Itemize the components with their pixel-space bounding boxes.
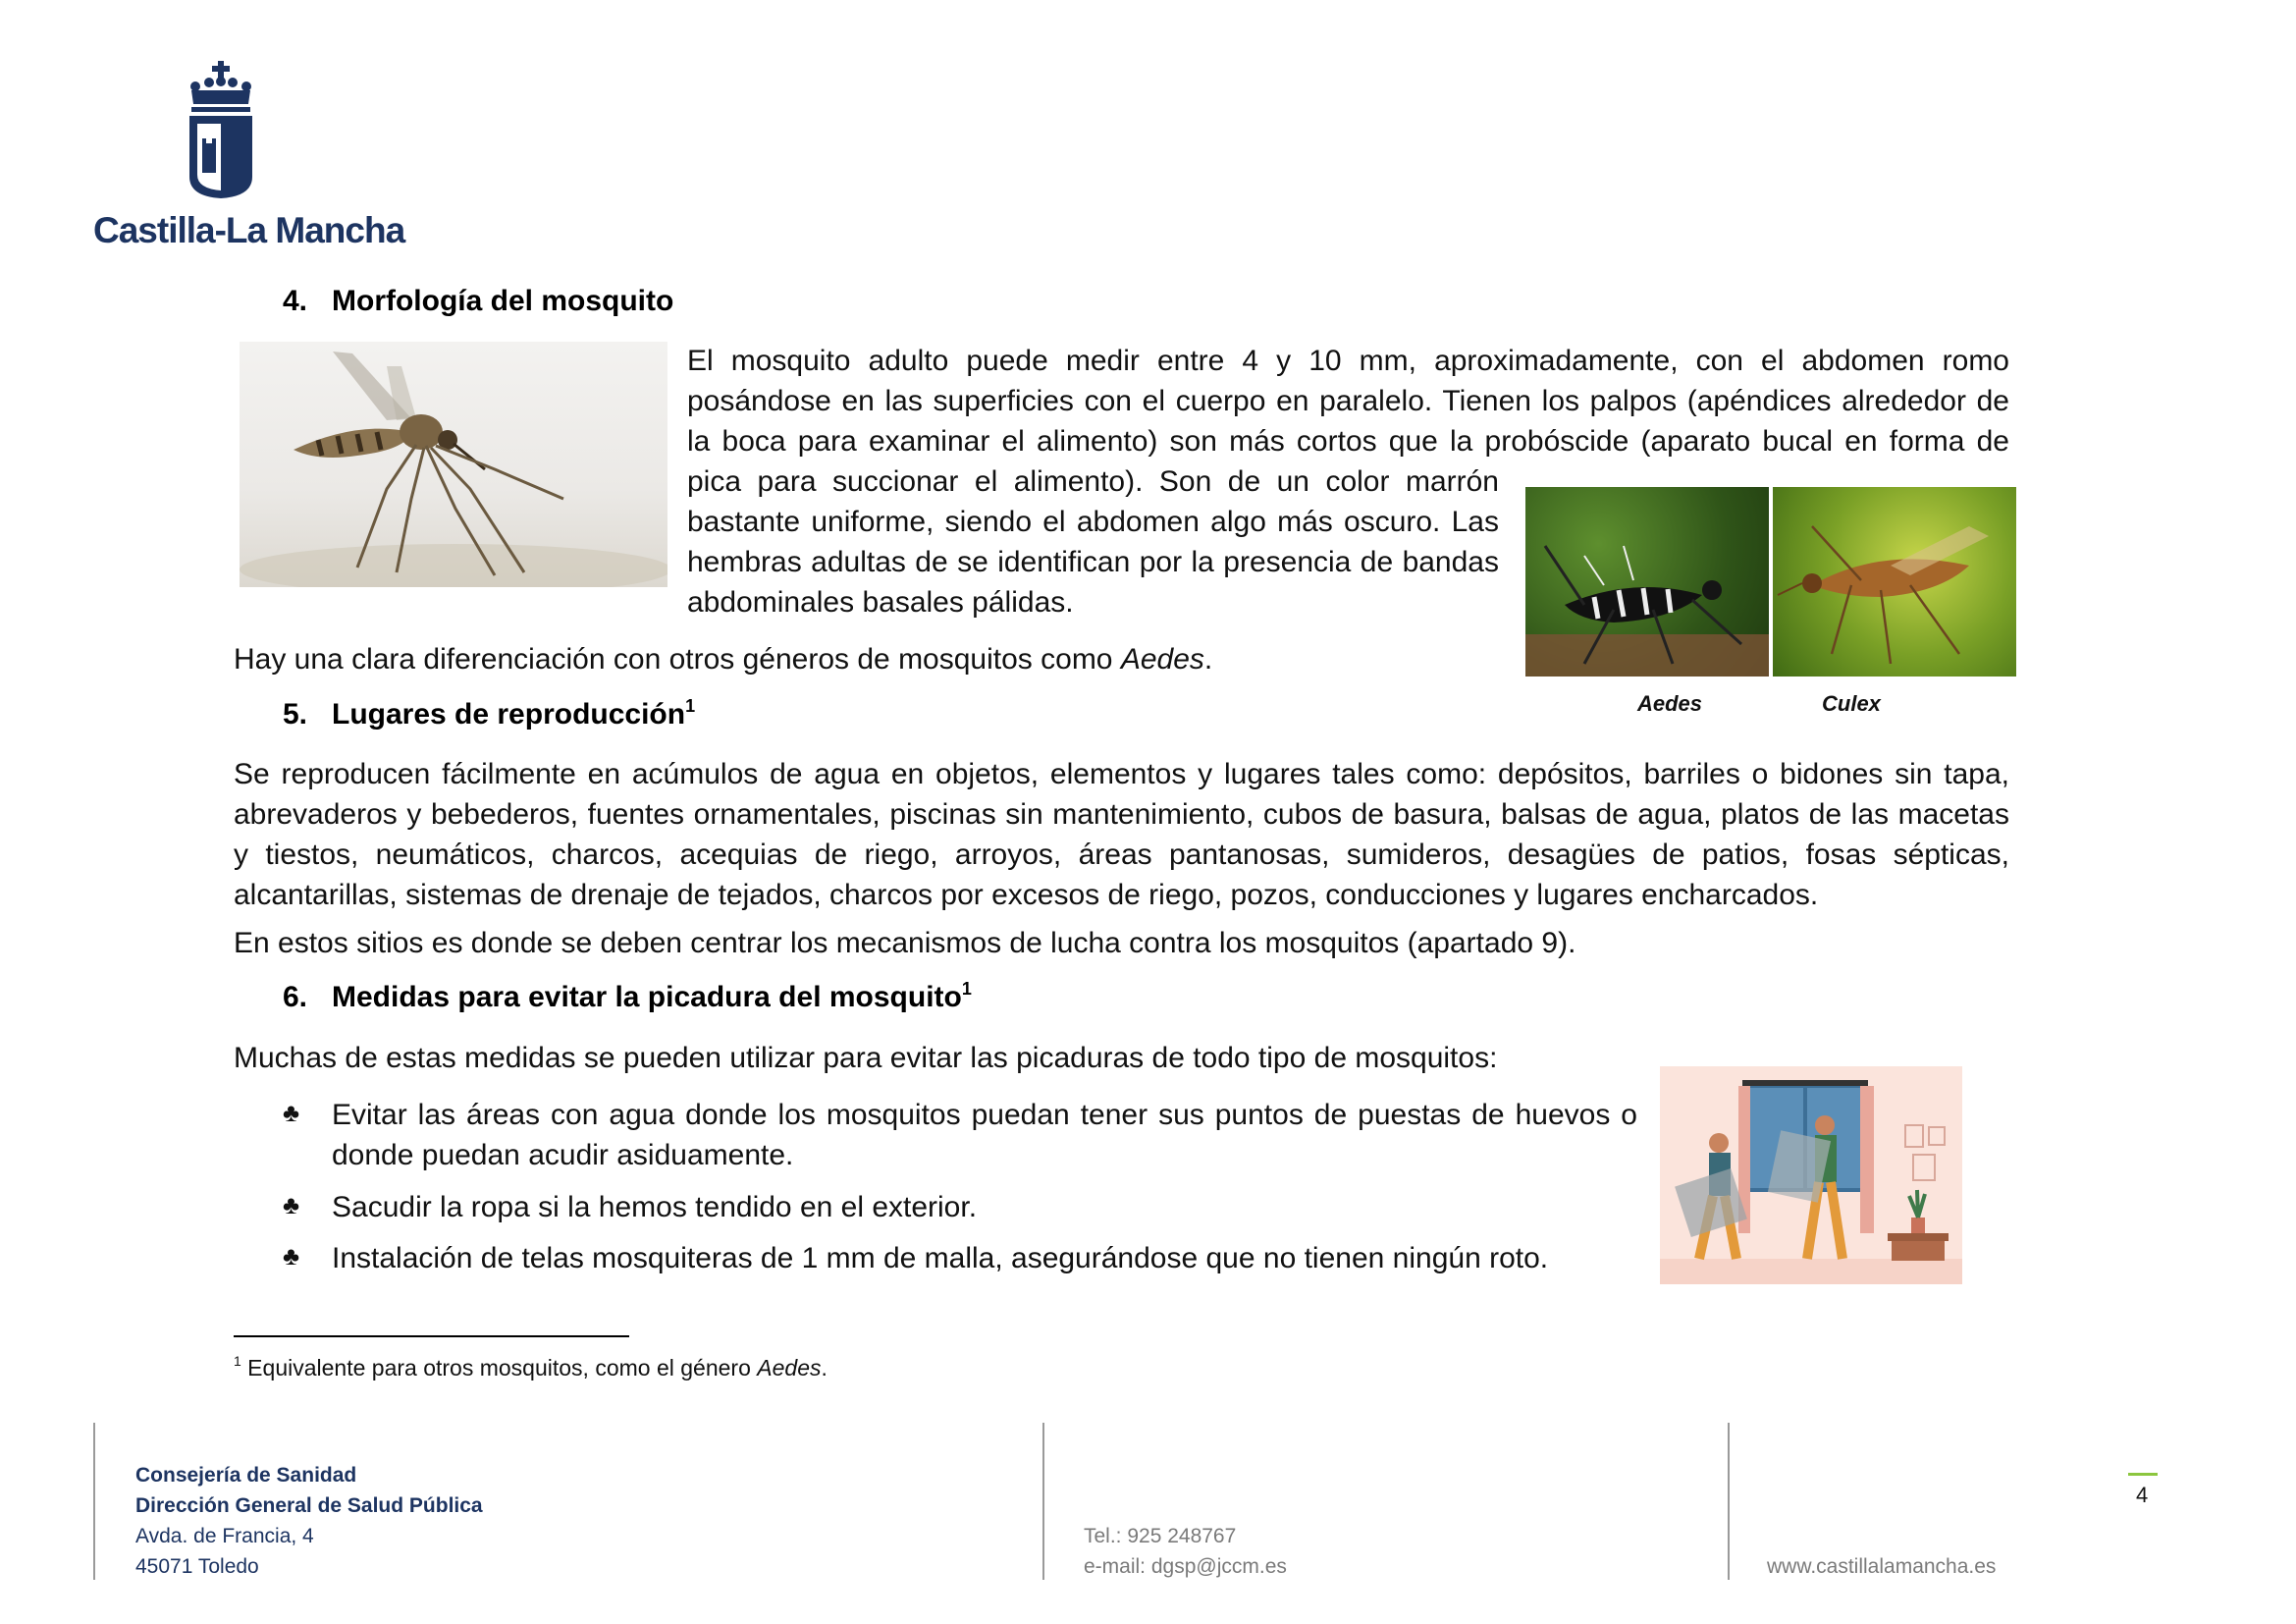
section-6-number: 6. [283,981,308,1013]
section-4-title: Morfología del mosquito [332,285,674,317]
footer-address-1: Avda. de Francia, 4 [135,1525,314,1547]
section-4-paragraph-line-1: El mosquito adulto puede medir entre 4 y 10 mm, aproximadamente, con el abdomen romo [687,345,2009,377]
footer-divider-right [1728,1423,1730,1580]
footer-org-2: Dirección General de Salud Pública [135,1494,483,1517]
footnote-suffix: . [821,1355,828,1380]
page-number-accent [2128,1473,2158,1476]
aedes-photo [1525,487,1769,677]
section-5-footnote-ref: 1 [685,696,696,716]
section-4-number: 4. [283,285,308,317]
window-screen-illustration [1660,1066,1962,1284]
section-5-paragraph-line-1: Se reproducen fácilmente en acúmulos de agua en objetos, elementos y lugares tales como: depósitos, barriles o bidones sin tapa, [234,758,2009,790]
section-4-paragraph-line-6: hembras adultas de se identifican por la presencia de bandas [687,546,1499,578]
footer-email[interactable]: e-mail: dgsp@jccm.es [1084,1555,1287,1578]
section-5-number: 5. [283,698,308,731]
logo-text: Castilla-La Mancha [93,210,405,250]
footer-website[interactable]: www.castillalamancha.es [1767,1555,1997,1578]
footer-org-1: Consejería de Sanidad [135,1464,357,1487]
footer-address-2: 45071 Toledo [135,1555,259,1578]
section-6-footnote-ref: 1 [961,979,972,999]
footnote-separator [234,1335,629,1337]
bullet-2: Sacudir la ropa si la hemos tendido en el exterior. [332,1191,978,1223]
section-5-paragraph-line-4: alcantarillas, sistemas de drenaje de tejados, charcos por excesos de riego, pozos, conducciones y lugares encharcados. [234,879,1819,911]
section-4-paragraph-line-7: abdominales basales pálidas. [687,586,1074,619]
aedes-caption: Aedes [1637,691,1703,716]
logo [93,61,405,252]
section-5-title: Lugares de reproducción [332,698,686,731]
bullet-3: Instalación de telas mosquiteras de 1 mm de malla, asegurándose que no tienen ningún roto. [332,1242,1549,1274]
club-bullet-icon: ♣ [283,1241,300,1271]
section-5-paragraph-line-3: y tiestos, neumáticos, charcos, acequias de riego, arroyos, áreas pantanosas, sumideros, desagües de patios, fosas sépticas, [234,839,2009,871]
culex-photo [1773,487,2016,677]
section-4-heading [283,285,673,318]
footer-divider-left [93,1423,95,1580]
bullet-1-line-1: Evitar las áreas con agua donde los mosquitos puedan tener sus puntos de puestas de huevos o [332,1099,1637,1131]
section-6-heading [283,981,972,1014]
section-4-paragraph-line-3: la boca para examinar el alimento) son más cortos que la probóscide (aparato bucal en forma de [687,425,2009,458]
footnote [234,1355,828,1381]
differentiation-suffix: . [1203,643,1213,676]
section-4-paragraph-line-4: pica para succionar el alimento). Son de un color marrón [687,465,1499,498]
castilla-la-mancha-crest-icon [182,61,260,208]
footnote-genus: Aedes [757,1355,822,1380]
section-4-paragraph-line-5: bastante uniforme, siendo el abdomen algo más oscuro. Las [687,506,1499,538]
section-5-heading [283,698,695,731]
section-4-paragraph-line-2: posándose en las superficies con el cuerpo en paralelo. Tienen los palpos (apéndices alrededor de [687,385,2009,417]
page-number: 4 [2136,1483,2149,1507]
section-5-paragraph-line-2: abrevaderos y bebederos, fuentes ornamentales, piscinas sin mantenimiento, cubos de basura, balsas de agua, platos de las macetas [234,798,2009,831]
section-5-paragraph-2: En estos sitios es donde se deben centrar los mecanismos de lucha contra los mosquitos (apartado 9). [234,927,1576,959]
section-6-intro: Muchas de estas medidas se pueden utilizar para evitar las picaduras de todo tipo de mosquitos: [234,1042,1498,1074]
footnote-marker: 1 [234,1353,241,1369]
section-6-title: Medidas para evitar la picadura del mosquito [332,981,962,1013]
footnote-text: Equivalente para otros mosquitos, como el género [240,1355,758,1380]
club-bullet-icon: ♣ [283,1098,300,1127]
bullet-1-line-2: donde puedan acudir asiduamente. [332,1139,794,1171]
culex-caption: Culex [1822,691,1881,716]
club-bullet-icon: ♣ [283,1190,300,1219]
mosquito-photo [240,342,667,587]
footer-phone: Tel.: 925 248767 [1084,1525,1237,1547]
footer-divider-middle [1042,1423,1044,1580]
section-4-differentiation [234,639,1212,679]
differentiation-text: Hay una clara diferenciación con otros géneros de mosquitos como [234,643,1121,676]
differentiation-genus: Aedes [1120,643,1204,676]
